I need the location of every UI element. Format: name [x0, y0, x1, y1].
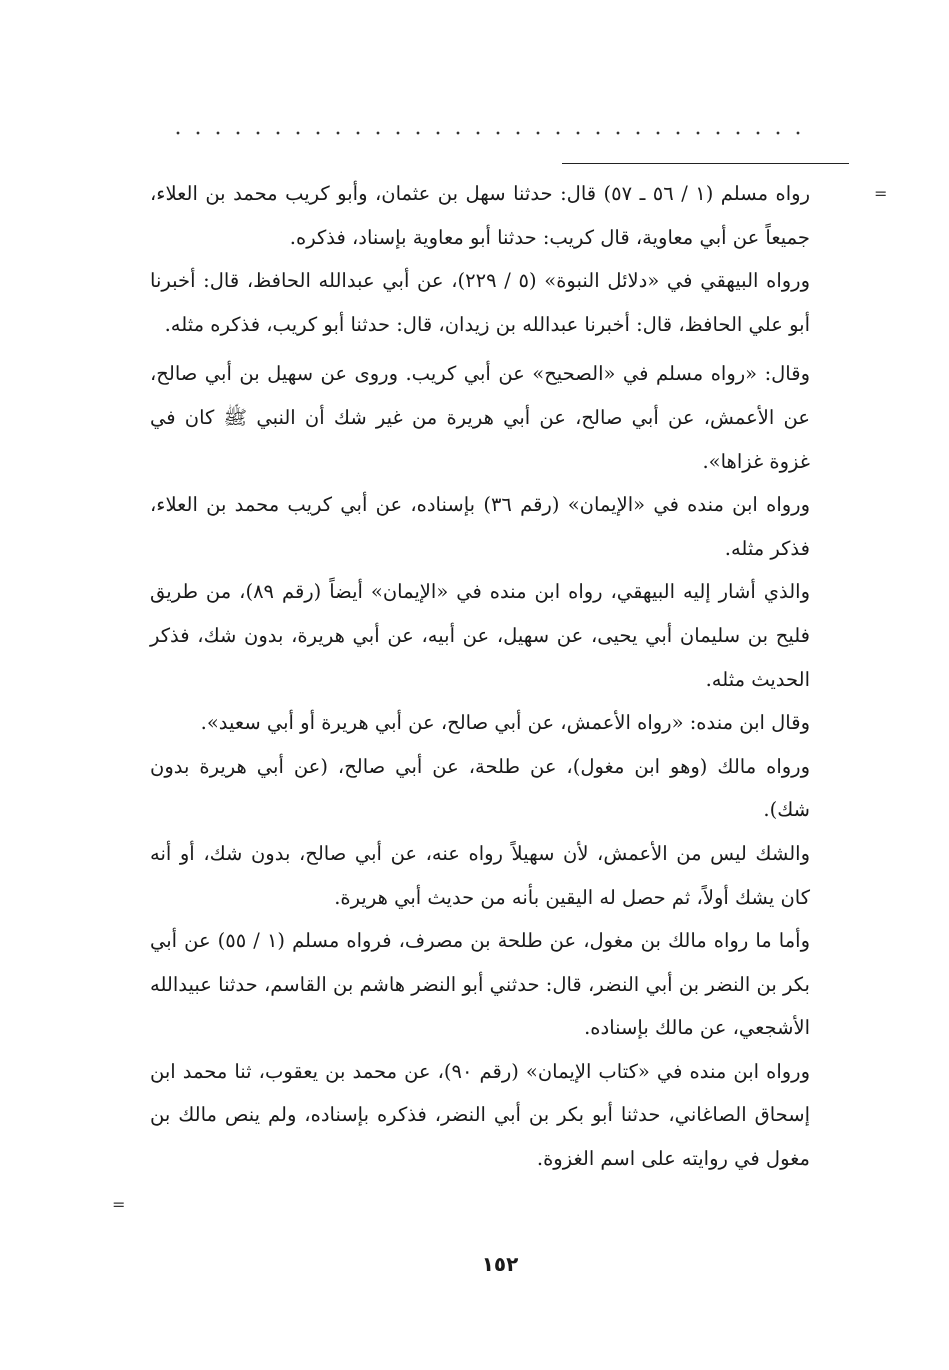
footnote-paragraph: ورواه البيهقي في «دلائل النبوة» (٥ / ٢٢٩)، عن أبي عبدالله الحافظ، قال: أخبرنا أبو علي الحافظ، قال: أخبرنا عبدالله بن زيدان، قال: حدثنا أبو كريب، فذكره مثله.: [150, 269, 810, 336]
footnote-paragraph: وقال: «رواه مسلم في «الصحيح» عن أبي كريب. وروى عن سهيل بن أبي صالح، عن الأعمش، عن أبي صالح، عن أبي هريرة من غير شك أن النبي ﷺ كان في غزوة غزاها».: [150, 362, 810, 473]
footnote-paragraph: والذي أشار إليه البيهقي، رواه ابن منده في «الإيمان» أيضاً (رقم ٨٩)، من طريق فليح بن سليمان أبي يحيى، عن سهيل، عن أبيه، عن أبي هريرة، بدون شك، فذكر الحديث مثله.: [150, 580, 810, 691]
footnote-paragraph: ورواه ابن منده في «كتاب الإيمان» (رقم ٩٠)، عن محمد بن يعقوب، ثنا محمد ابن إسحاق الصاغاني، حدثنا أبو بكر بن أبي النضر، فذكره بإسناده، ولم ينص مالك بن مغول في روايته على اسم الغزوة.: [150, 1059, 810, 1171]
page-number: ١٥٢: [481, 1252, 519, 1276]
footnote-paragraph: وقال ابن منده: «رواه الأعمش، عن أبي صالح، عن أبي هريرة أو أبي سعيد».: [200, 711, 810, 735]
footnote-text-block: [150, 172, 810, 1181]
footnote-separator-rule: [562, 163, 849, 164]
dotted-header-line: [168, 126, 808, 140]
footnote-paragraph: ورواه مالك (وهو ابن مغول)، عن طلحة، عن أبي صالح، (عن أبي هريرة بدون شك).: [150, 754, 810, 822]
footnote-paragraph: وأما ما رواه مالك بن مغول، عن طلحة بن مصرف، فرواه مسلم (١ / ٥٥) عن أبي بكر بن النضر بن أبي النضر، قال: حدثني أبو النضر هاشم بن القاسم، حدثنا عبيدالله الأشجعي، عن مالك بإسناده.: [150, 929, 810, 1040]
footnote-paragraph: والشك ليس من الأعمش، لأن سهيلاً رواه عنه، عن أبي صالح، بدون شك، أو أنه كان يشك أولاً، ثم حصل له اليقين بأنه من حديث أبي هريرة.: [150, 841, 810, 909]
continuation-mark-top: =: [874, 184, 888, 203]
continuation-mark-bottom: =: [112, 1195, 126, 1214]
footnote-paragraph: رواه مسلم (١ / ٥٦ ـ ٥٧) قال: حدثنا سهل بن عثمان، وأبو كريب محمد بن العلاء، جميعاً عن أبي معاوية، قال كريب: حدثنا أبو معاوية بإسناد، فذكره.: [150, 182, 811, 249]
footnote-paragraph: ورواه ابن منده في «الإيمان» (رقم ٣٦) بإسناده، عن أبي كريب محمد بن العلاء، فذكر مثله.: [150, 493, 810, 560]
